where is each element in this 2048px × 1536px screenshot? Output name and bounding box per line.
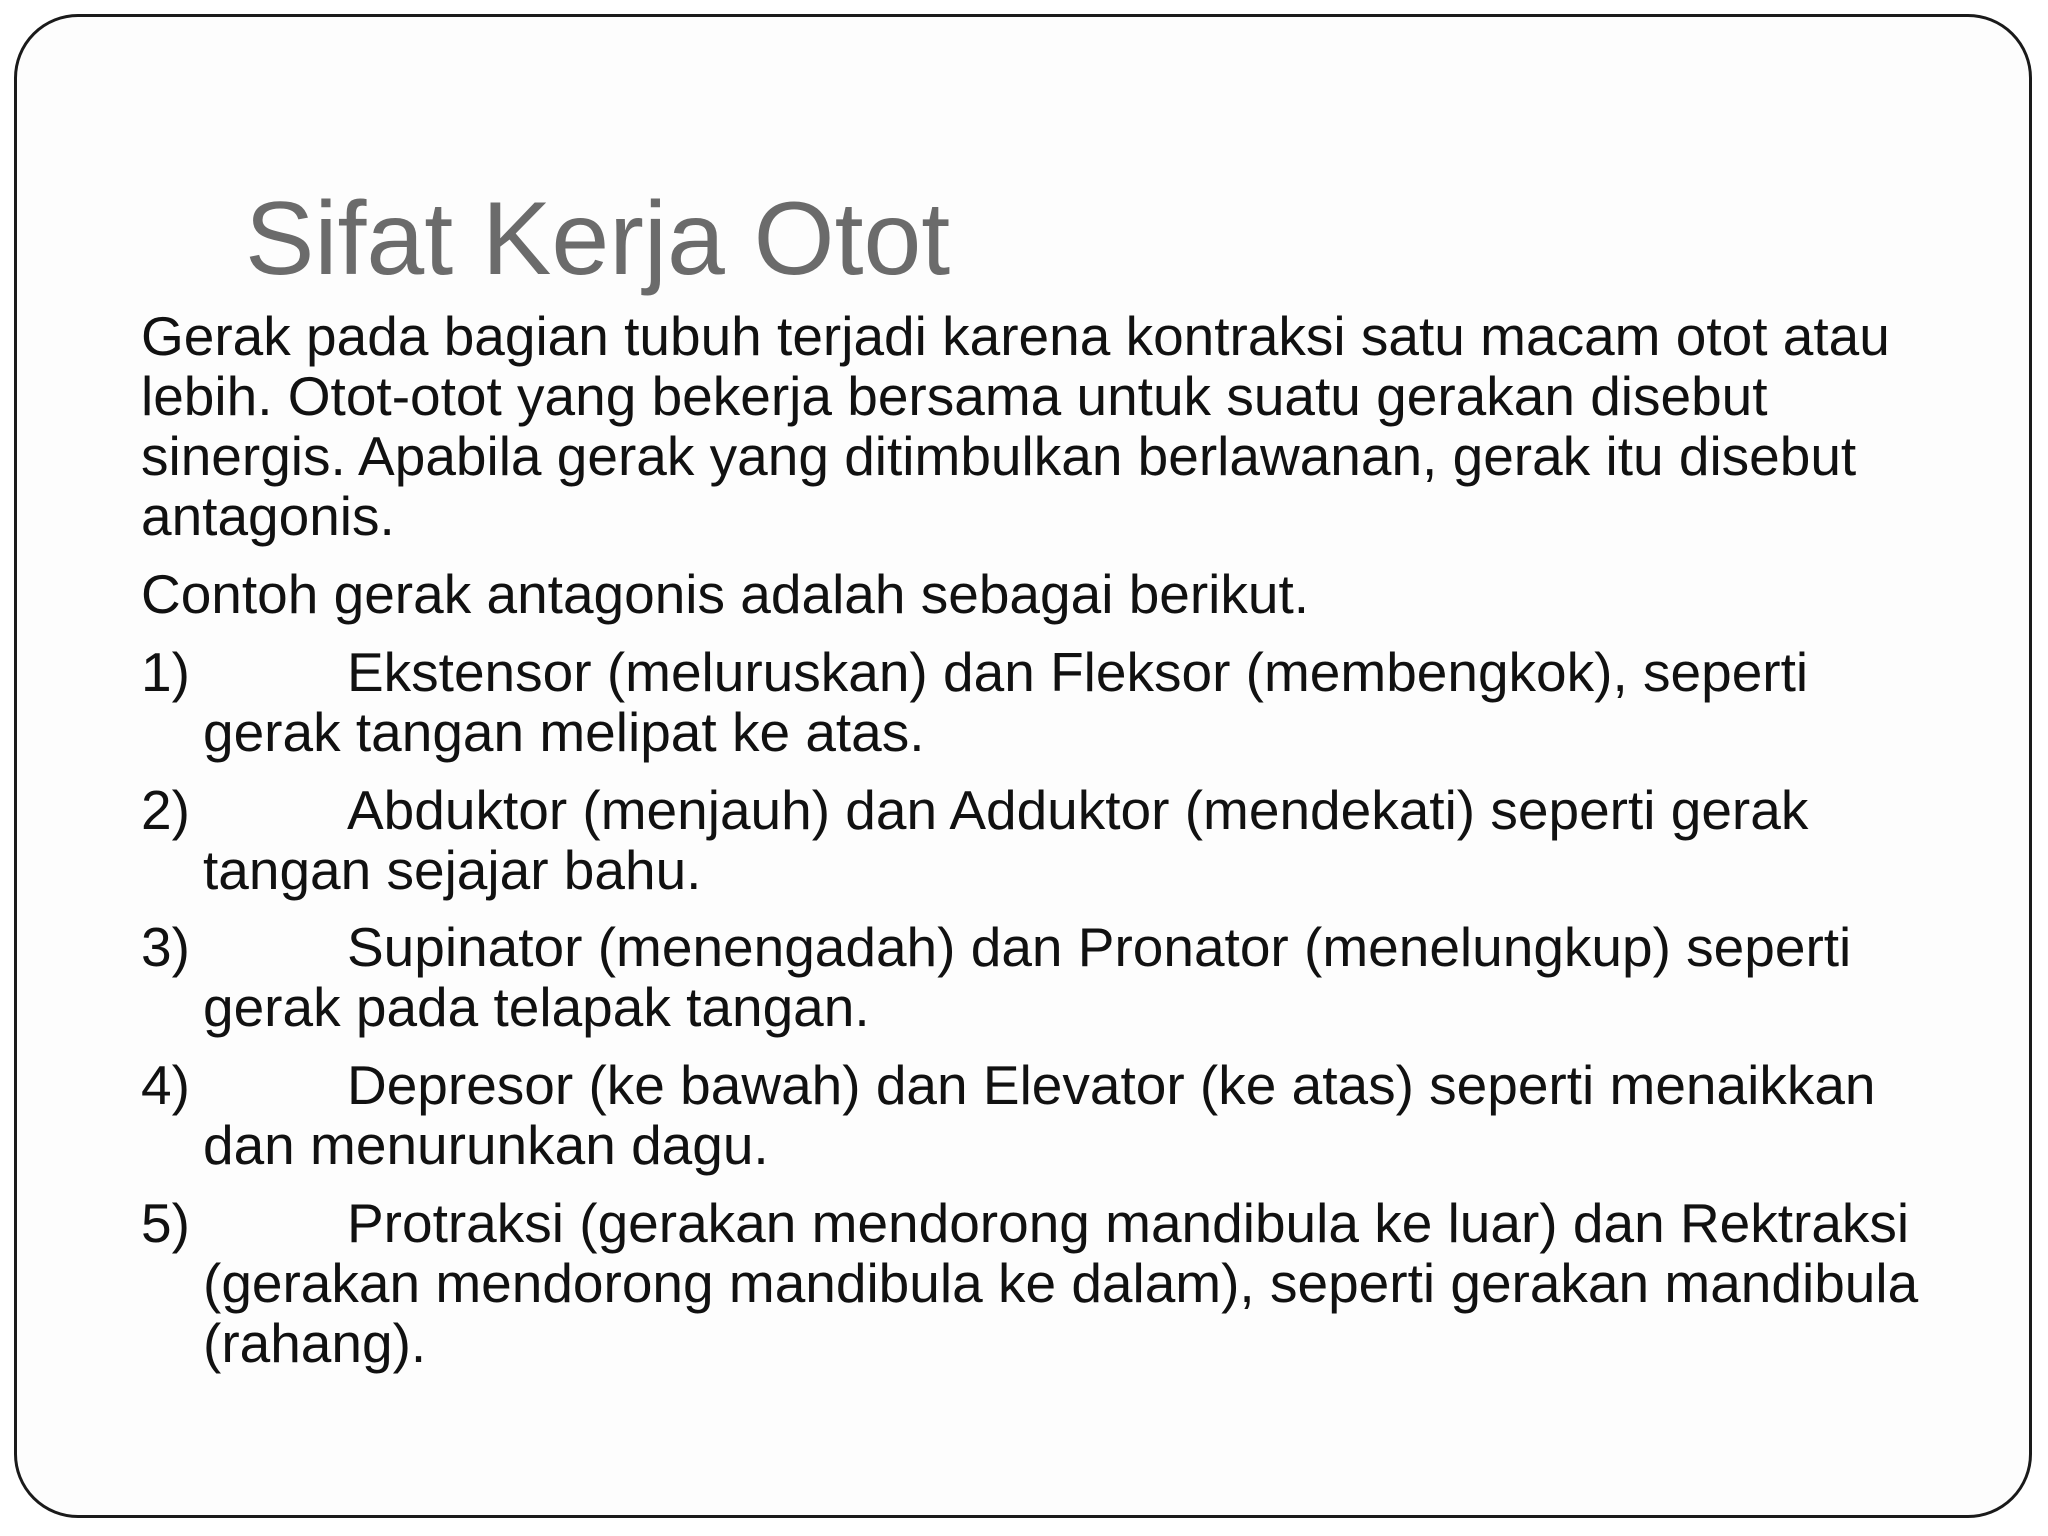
list-item — [141, 778, 1941, 901]
intro-paragraph: Gerak pada bagian tubuh terjadi karena kontraksi satu macam otot atau lebih. Otot-otot yang bekerja bersama untuk suatu gerakan disebut sinergis. Apabila gerak yang ditimbulkan berlawanan, gerak itu disebut antagonis. — [141, 305, 1890, 547]
list-item — [141, 640, 1941, 763]
list-item-text: Ekstensor (meluruskan) dan Fleksor (membengkok), seperti gerak tangan melipat ke atas. — [203, 640, 1809, 763]
slide-frame — [14, 14, 2032, 1518]
slide-title: Sifat Kerja Otot — [245, 181, 951, 297]
list-item-number: 2) — [141, 778, 190, 841]
list-item — [141, 918, 1941, 1038]
list-item-text: Abduktor (menjauh) dan Adduktor (mendekati) seperti gerak tangan sejajar bahu. — [203, 778, 1809, 901]
list-item-text: Depresor (ke bawah) dan Elevator (ke atas) seperti menaikkan dan menurunkan dagu. — [203, 1054, 1876, 1177]
list-item — [141, 1194, 1941, 1374]
lead-paragraph: Contoh gerak antagonis adalah sebagai berikut. — [141, 562, 1310, 625]
antagonist-list — [141, 640, 1941, 1375]
list-item-number: 1) — [141, 640, 190, 703]
list-item — [141, 1056, 1941, 1176]
list-item-text: Protraksi (gerakan mendorong mandibula ke luar) dan Rektraksi (gerakan mendorong mandibula ke dalam), seperti gerakan mandibula (rahang). — [203, 1192, 1919, 1375]
list-item-text: Supinator (menengadah) dan Pronator (menelungkup) seperti gerak pada telapak tangan. — [203, 916, 1852, 1039]
list-item-number: 3) — [141, 916, 190, 979]
list-item-number: 5) — [141, 1192, 190, 1255]
list-item-number: 4) — [141, 1054, 190, 1117]
slide-body — [141, 307, 1941, 1392]
